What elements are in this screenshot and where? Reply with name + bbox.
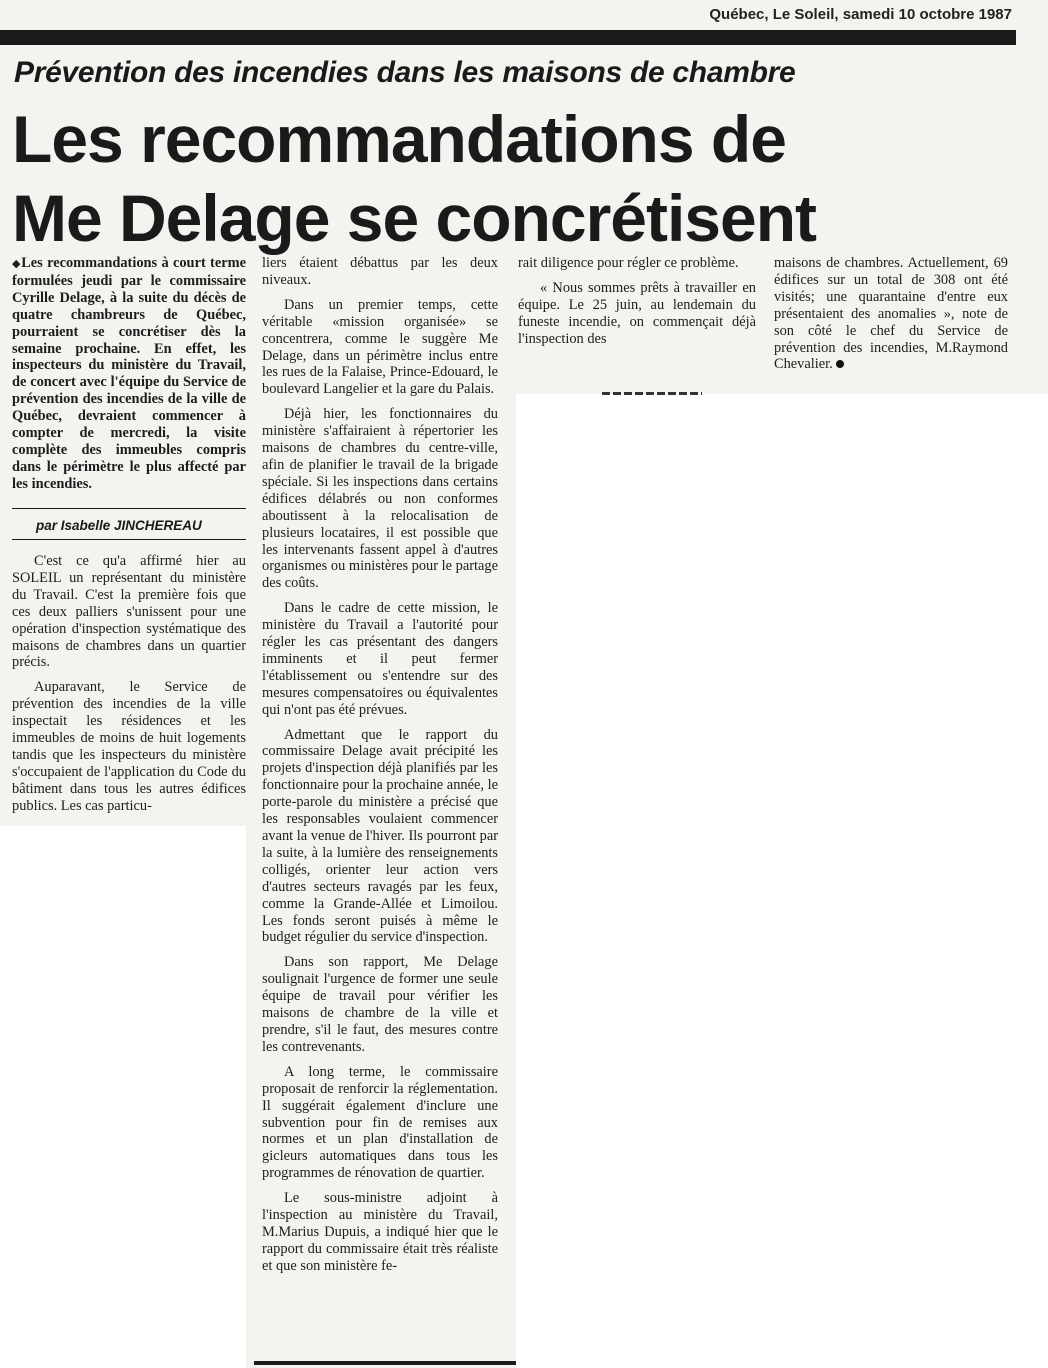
- byline-rule-top: [12, 508, 246, 509]
- body-paragraph: Auparavant, le Service de prévention des incendies de la ville inspectait les résidences et les immeubles de moins de huit logements tandis que les inspecteurs du ministère s'occupaient de l'application du Code du bâtiment dans tous les autres édifices publics. Les cas particu-: [12, 679, 246, 814]
- body-paragraph: maisons de chambres. Actuellement, 69 édifices sur un total de 308 ont été visités; une quarantaine d'entre eux présentaient des anomalies », note de son côté le chef du Service de prévention des incendies, M.Raymond Chevalier.: [774, 255, 1008, 373]
- dateline: Québec, Le Soleil, samedi 10 octobre 1987: [709, 6, 1012, 23]
- body-paragraph: rait diligence pour régler ce problème.: [518, 255, 739, 271]
- body-paragraph: A long terme, le commissaire proposait de renforcir la réglementation. Il suggérait également d'inclure une subvention pour fin de remises aux normes et un plan d'installation de gicleurs automatiques dans tous les programmes de rénovation de quartier.: [262, 1063, 498, 1182]
- body-paragraph: Dans un premier temps, cette véritable «mission organisée» se concentrera, comme le suggère Me Delage, dans un périmètre inclus entre les rues de la Falaise, Prince-Edouard, le boulevard Langelier et la gare du Palais.: [262, 296, 498, 398]
- body-paragraph: liers étaient débattus par les deux niveaux.: [262, 255, 498, 288]
- column-4-body: [774, 255, 1008, 373]
- headline-line-1: Les recommandations de: [12, 102, 786, 176]
- body-paragraph: C'est ce qu'a affirmé hier au SOLEIL un représentant du ministère du Travail. C'est la première fois que ces deux palliers s'unissent pour une opération d'inspection systématique des maisons de chambres dans un quartier précis.: [12, 553, 246, 671]
- diamond-icon: ◆: [12, 257, 22, 270]
- top-rule: [0, 30, 1016, 45]
- body-paragraph: Le sous-ministre adjoint à l'inspection au ministère du Travail, M.Marius Dupuis, a indiqué hier que le rapport du commissaire était très réaliste et que son ministère fe-: [262, 1190, 498, 1274]
- body-paragraph: Dans son rapport, Me Delage soulignait l'urgence de former une seule équipe de travail pour vérifier les maisons de chambre de la ville et prendre, s'il le faut, des mesures contre les contrevenants.: [262, 954, 498, 1055]
- body-paragraph: Admettant que le rapport du commissaire Delage avait précipité les projets d'inspection déjà planifiés par les fonctionnaire pour la prochaine année, le porte-parole du ministère a précisé que les responsables voulaient commencer avant la venue de l'hiver. Ils pourront par la suite, à la lumière des renseignements colligés, orienter leur action vers d'autres secteurs ravagés par les feux, comme la Grande-Allée et Limoilou. Les fonds seront puisés à même le budget régulier du service d'inspection.: [262, 726, 498, 946]
- body-paragraph: Déjà hier, les fonctionnaires du ministère s'affairaient à répertorier les maisons de chambres du centre-ville, afin de planifier le travail de la brigade spéciale. Si les inspections dans certains édifices délabrés ou non conformes aboutissent à la relocalisation de plusieurs locataires, il est possible que les intervenants fassent appel à d'autres organismes ou ministères pour le partage des coûts.: [262, 406, 498, 592]
- column-2-body: [262, 255, 498, 1275]
- column-1-body: [12, 553, 246, 815]
- column-3-body: [518, 255, 756, 348]
- next-article-fragment: [602, 392, 702, 395]
- headline-line-2: Me Delage se concrétisent: [12, 181, 816, 255]
- body-paragraph: Dans le cadre de cette mission, le ministère du Travail a l'autorité pour régler les cas présentant des dangers imminents et il peut fermer l'établissement ou s'entendre sur des mesures compensatoires ou équivalentes qui n'ont pas été prévues.: [262, 600, 498, 718]
- byline-rule-bottom: [12, 539, 246, 540]
- main-headline: [12, 100, 1022, 258]
- end-mark-icon: [836, 360, 844, 368]
- byline: par Isabelle JINCHEREAU: [36, 518, 202, 533]
- body-paragraph: « Nous sommes prêts à travailler en équipe. Le 25 juin, au lendemain du funeste incendie, on commençait déjà l'inspection des: [518, 279, 756, 347]
- lead-paragraph: ◆Les recommandations à court terme formulées jeudi par le commissaire Cyrille Delage, à la suite du décès de quatre chambreurs de Québec, pourraient se concrétiser dès la semaine prochaine. En effet, les inspecteurs du ministère du Travail, de concert avec l'équipe du Service de prévention des incendies de la ville de Québec, devraient commencer à compter de mercredi, la visite complète des immeubles compris dans le périmètre le plus affecté par les incendies.: [12, 255, 246, 492]
- bottom-rule: [254, 1361, 516, 1365]
- kicker-headline: Prévention des incendies dans les maisons de chambre: [14, 56, 796, 89]
